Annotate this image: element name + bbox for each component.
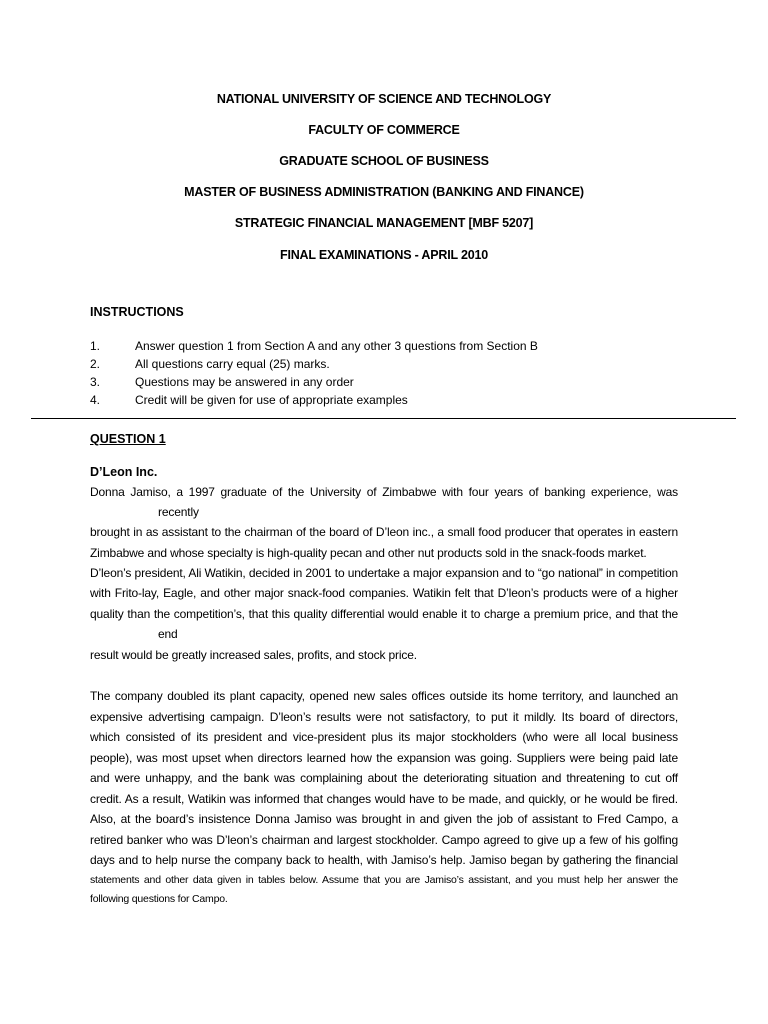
paragraph-line: quality than the competition’s, that this quality differential would enable it to charge a premium price, and that the <box>90 607 678 621</box>
faculty-heading: FACULTY OF COMMERCE <box>308 123 460 137</box>
instructions-title: INSTRUCTIONS <box>90 305 184 319</box>
instruction-item <box>90 357 330 371</box>
paragraph-line: end <box>158 627 178 641</box>
paragraph-line: which consisted of its president and vice-president plus its major stockholders (who were all local business <box>90 730 678 744</box>
programme-heading: MASTER OF BUSINESS ADMINISTRATION (BANKING AND FINANCE) <box>184 185 584 199</box>
paragraph-line: brought in as assistant to the chairman of the board of D’leon inc., a small food producer that operates in eastern <box>90 525 678 539</box>
instruction-text: Credit will be given for use of appropriate examples <box>135 393 408 407</box>
paragraph-line: retired banker who was D’leon’s chairman and largest stockholder. Campo agreed to give up a few of his golfing <box>90 833 678 847</box>
paragraph-line: Donna Jamiso, a 1997 graduate of the University of Zimbabwe with four years of banking experience, was <box>90 485 678 499</box>
paragraph-line: Also, at the board’s insistence Donna Jamiso was brought in and given the job of assistant to Fred Campo, a <box>90 812 678 826</box>
instruction-item <box>90 393 408 407</box>
exam-heading: FINAL EXAMINATIONS - APRIL 2010 <box>280 248 488 262</box>
instruction-text: Questions may be answered in any order <box>135 375 354 389</box>
instruction-item <box>90 339 538 353</box>
instruction-number: 4. <box>90 393 101 407</box>
paragraph-line: credit. As a result, Watikin was informed that changes would have to be made, and quickly, or he would be fired. <box>90 792 678 806</box>
instruction-text: Answer question 1 from Section A and any other 3 questions from Section B <box>135 339 538 353</box>
paragraph-line: D’leon’s president, Ali Watikin, decided in 2001 to undertake a major expansion and to “go national” in competition <box>90 566 678 580</box>
instruction-number: 3. <box>90 375 101 389</box>
university-heading: NATIONAL UNIVERSITY OF SCIENCE AND TECHNOLOGY <box>216 92 552 106</box>
paragraph-line: statements and other data given in tables below. Assume that you are Jamiso’s assistant, and you must help her answer the <box>90 874 678 886</box>
case-title: D’Leon Inc. <box>90 465 158 479</box>
paragraph-line: Zimbabwe and whose specialty is high-quality pecan and other nut products sold in the snack-foods market. <box>90 546 647 560</box>
instruction-number: 1. <box>90 339 101 353</box>
paragraph-line: and were unhappy, and the bank was complaining about the deteriorating situation and threatening to cut off <box>90 771 678 785</box>
paragraph-line: people), was most upset when directors learned how the expansion was going. Suppliers were being paid late <box>90 751 678 765</box>
instruction-item <box>90 375 354 389</box>
paragraph-line: with Frito-lay, Eagle, and other major snack-food companies. Watikin felt that D’leon’s products were of a higher <box>90 586 678 600</box>
instruction-text: All questions carry equal (25) marks. <box>135 357 330 371</box>
paragraph-line: recently <box>158 505 199 519</box>
question-title: QUESTION 1 <box>90 432 166 446</box>
school-heading: GRADUATE SCHOOL OF BUSINESS <box>279 154 489 168</box>
paragraph-line: result would be greatly increased sales, profits, and stock price. <box>90 648 417 662</box>
section-divider <box>31 418 736 419</box>
instruction-number: 2. <box>90 357 101 371</box>
paragraph-line: expensive advertising campaign. D’leon’s results were not satisfactory, to put it mildly. Its board of directors, <box>90 710 678 724</box>
paragraph-line: following questions for Campo. <box>90 893 228 905</box>
paragraph-line: days and to help nurse the company back to health, with Jamiso’s help. Jamiso began by gathering the financial <box>90 853 678 867</box>
course-heading: STRATEGIC FINANCIAL MANAGEMENT [MBF 5207] <box>234 216 534 230</box>
paragraph-line: The company doubled its plant capacity, opened new sales offices outside its home territory, and launched an <box>90 689 678 703</box>
